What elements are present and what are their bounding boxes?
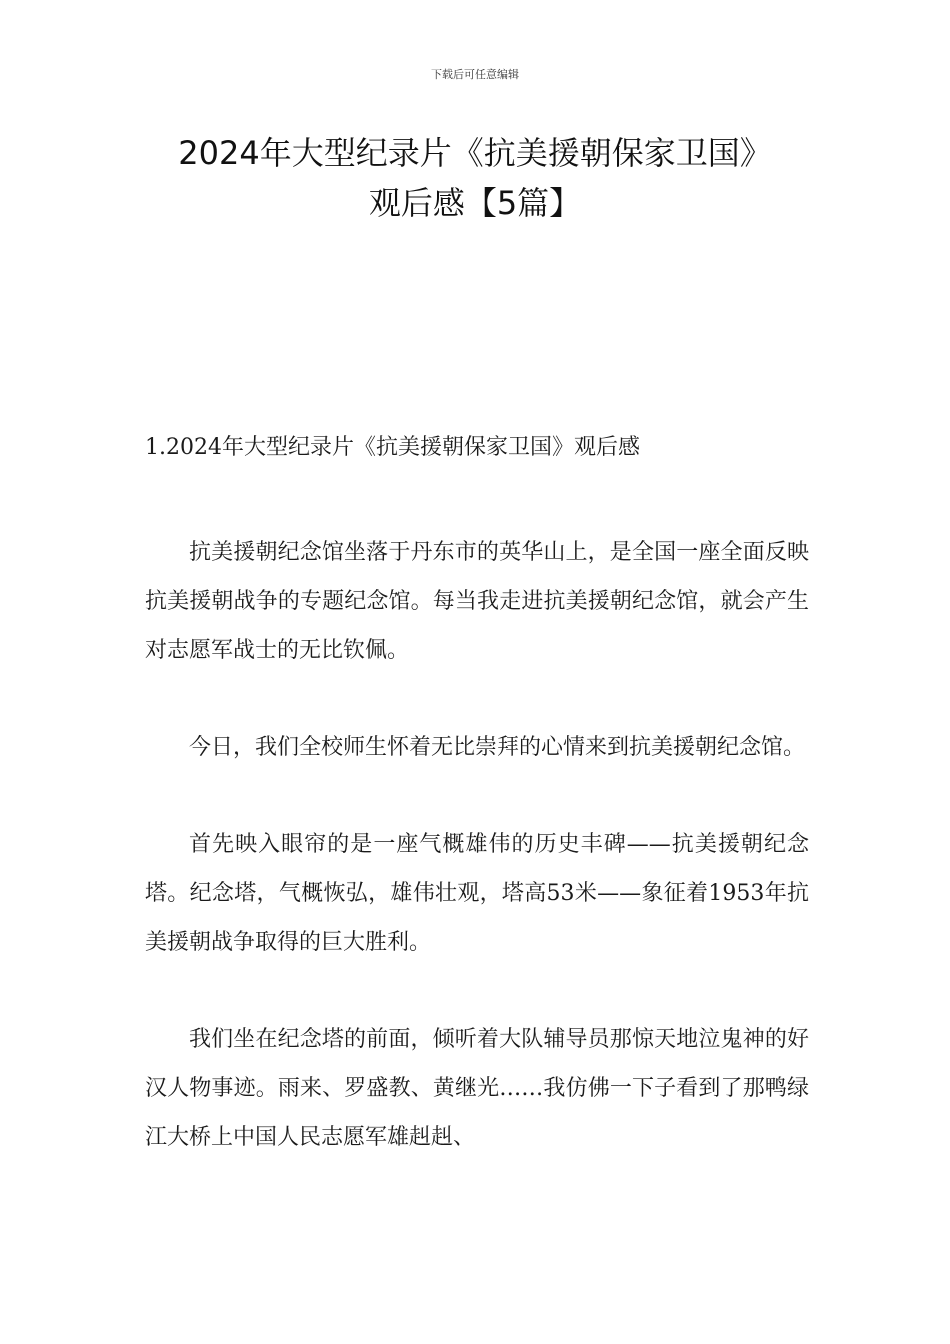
section-body [145, 528, 809, 1210]
paragraph-1: 抗美援朝纪念馆坐落于丹东市的英华山上，是全国一座全面反映抗美援朝战争的专题纪念馆。每当我走进抗美援朝纪念馆，就会产生对志愿军战士的无比钦佩。 [145, 540, 809, 663]
document-title-line-2: 观后感【5篇】 [368, 184, 582, 222]
section-heading: 1.2024年大型纪录片《抗美援朝保家卫国》观后感 [145, 435, 640, 460]
paragraph-4: 我们坐在纪念塔的前面，倾听着大队辅导员那惊天地泣鬼神的好汉人物事迹。雨来、罗盛教、黄继光……我仿佛一下子看到了那鸭绿江大桥上中国人民志愿军雄赳赳、 [145, 1027, 809, 1150]
paragraph-2: 今日，我们全校师生怀着无比崇拜的心情来到抗美援朝纪念馆。 [189, 735, 806, 760]
header-note: 下载后可任意编辑 [431, 68, 519, 81]
paragraph-3: 首先映入眼帘的是一座气概雄伟的历史丰碑——抗美援朝纪念塔。纪念塔，气概恢弘，雄伟壮观，塔高53米——象征着1953年抗美援朝战争取得的巨大胜利。 [145, 832, 809, 955]
document-title [60, 128, 890, 228]
document-title-line-1: 2024年大型纪录片《抗美援朝保家卫国》 [178, 134, 772, 172]
